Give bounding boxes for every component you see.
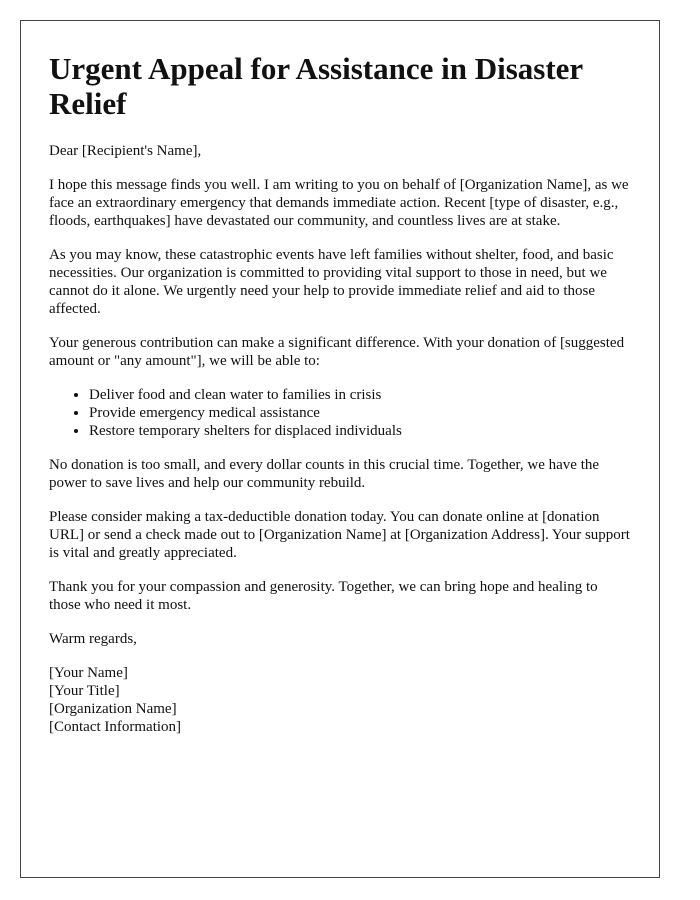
list-item: • Provide emergency medical assistance <box>89 404 633 422</box>
list-item: • Deliver food and clean water to families in crisis <box>89 386 633 404</box>
body-paragraph: Your generous contribution can make a significant difference. With your donation of [suggested amount or "any amount"], we will be able to: <box>49 335 625 369</box>
closing: Warm regards, <box>49 631 137 647</box>
donation-benefits-list <box>49 386 633 440</box>
body-paragraph: As you may know, these catastrophic events have left families without shelter, food, and basic necessities. Our organization is committed to providing vital support to those in need, but we cannot do it alone. We urgently need your help to provide immediate relief and aid to those affected. <box>49 247 614 317</box>
signature-contact: [Contact Information] <box>49 719 182 735</box>
signature-name: [Your Name] <box>49 665 128 681</box>
salutation: Dear [Recipient's Name], <box>49 143 202 159</box>
list-item: • Restore temporary shelters for displaced individuals <box>89 422 633 440</box>
body-paragraph: Thank you for your compassion and generosity. Together, we can bring hope and healing to those who need it most. <box>49 579 598 613</box>
signature-title: [Your Title] <box>49 683 120 699</box>
body-paragraph: Please consider making a tax-deductible donation today. You can donate online at [donation URL] or send a check made out to [Organization Name] at [Organization Address]. Your support is vital and greatly appreciated. <box>49 509 630 561</box>
signature-block <box>49 664 633 736</box>
signature-organization: [Organization Name] <box>49 701 177 717</box>
letter-content <box>49 51 633 736</box>
letter-page <box>20 20 660 878</box>
body-paragraph: I hope this message finds you well. I am writing to you on behalf of [Organization Name], as we face an extraordinary emergency that demands immediate action. Recent [type of disaster, e.g., floods, earthquakes] have devastated our community, and countless lives are at stake. <box>49 177 629 229</box>
body-paragraph: No donation is too small, and every dollar counts in this crucial time. Together, we have the power to save lives and help our community rebuild. <box>49 457 600 491</box>
letter-title: Urgent Appeal for Assistance in Disaster Relief <box>49 51 583 121</box>
